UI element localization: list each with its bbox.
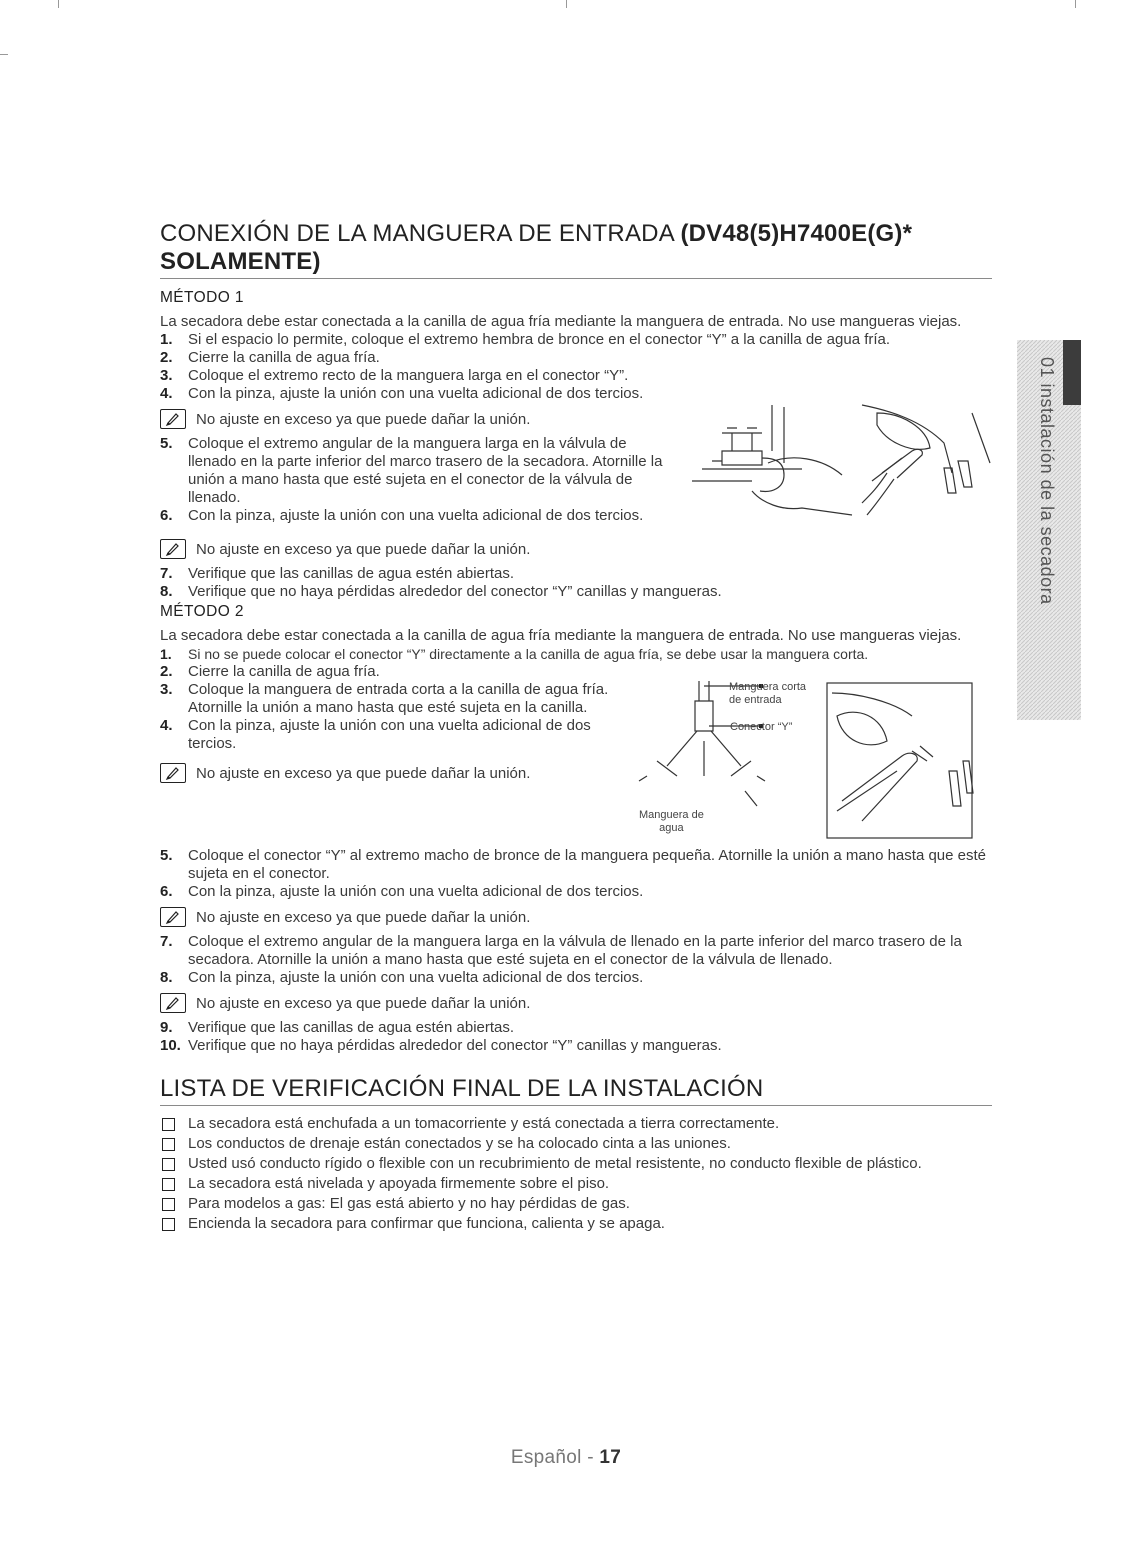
checklist-item: Encienda la secadora para confirmar que funciona, calienta y se apaga.: [160, 1214, 992, 1234]
list-item: 8. Verifique que no haya pérdidas alrededor del conector “Y” canillas y mangueras.: [160, 583, 722, 600]
list-item: 6. Con la pinza, ajuste la unión con una vuelta adicional de dos tercios.: [160, 883, 644, 900]
label-water-hose: Manguera de agua: [639, 809, 704, 834]
checkbox-icon: [162, 1118, 175, 1131]
list-item: 1. Si no se puede colocar el conector “Y” directamente a la canilla de agua fría, se debe usar la manguera corta.: [160, 646, 869, 662]
checklist-item: La secadora está enchufada a un tomacorriente y está conectada a tierra correctamente.: [160, 1114, 992, 1134]
method1-split: [160, 403, 992, 533]
figure-method1: [672, 403, 992, 533]
checklist-rule: [160, 1105, 992, 1106]
figure-method2: [637, 681, 992, 841]
checkbox-icon: [162, 1158, 175, 1171]
method1-steps-a: [160, 331, 992, 403]
chapter-side-tab: [1017, 340, 1081, 720]
page-content: [160, 220, 992, 1234]
list-item: 9. Verifique que las canillas de agua estén abiertas.: [160, 1019, 515, 1036]
section-title-checklist: LISTA DE VERIFICACIÓN FINAL DE LA INSTALACIÓN: [160, 1075, 764, 1102]
note-pencil-icon: [160, 539, 186, 559]
title-rule: [160, 278, 992, 279]
checklist-item: Para modelos a gas: El gas está abierto y no hay pérdidas de gas.: [160, 1194, 992, 1214]
note-pencil-icon: [160, 763, 186, 783]
list-item: 8. Con la pinza, ajuste la unión con una vuelta adicional de dos tercios.: [160, 969, 644, 986]
list-item: 2. Cierre la canilla de agua fría.: [160, 349, 380, 366]
label-y-connector: Conector “Y”: [730, 721, 793, 733]
method2-steps-d: [160, 933, 992, 987]
checklist-item: La secadora está nivelada y apoyada firmemente sobre el piso.: [160, 1174, 992, 1194]
note: No ajuste en exceso ya que puede dañar la unión.: [160, 907, 992, 927]
note: No ajuste en exceso ya que puede dañar la unión.: [160, 409, 666, 429]
title-line2: SOLAMENTE): [160, 248, 321, 275]
page-footer: [0, 1447, 1132, 1469]
list-item: 4. Con la pinza, ajuste la unión con una vuelta adicional de dos tercios.: [160, 717, 591, 752]
method1-intro: La secadora debe estar conectada a la canilla de agua fría mediante la manguera de entrada. No use mangueras viejas.: [160, 313, 962, 330]
method2-intro: La secadora debe estar conectada a la canilla de agua fría mediante la manguera de entrada. No use mangueras viejas.: [160, 627, 962, 644]
list-item: 7. Coloque el extremo angular de la manguera larga en la válvula de llenado en la parte inferior del marco trasero de la secadora. Atornille la unión a mano hasta que esté sujeta en el conector de la válvula de llenado.: [160, 933, 962, 968]
note: No ajuste en exceso ya que puede dañar la unión.: [160, 993, 992, 1013]
method1-heading: MÉTODO 1: [160, 289, 244, 306]
list-item: 10. Verifique que no haya pérdidas alrededor del conector “Y” canillas y mangueras.: [160, 1037, 722, 1054]
checkbox-icon: [162, 1178, 175, 1191]
list-item: 5. Coloque el conector “Y” al extremo macho de bronce de la manguera pequeña. Atornille la unión a mano hasta que esté sujeta en el conector.: [160, 847, 987, 882]
method2-heading: MÉTODO 2: [160, 603, 244, 620]
crop-mark-side: [0, 54, 8, 55]
list-item: 2. Cierre la canilla de agua fría.: [160, 663, 380, 680]
note: No ajuste en exceso ya que puede dañar la unión.: [160, 763, 631, 783]
method2-steps-b: [160, 681, 631, 753]
section-title-connection: [160, 220, 992, 276]
note-pencil-icon: [160, 907, 186, 927]
method1-steps-b: [160, 435, 666, 525]
checkbox-icon: [162, 1138, 175, 1151]
side-tab-label: 01 instalación de la secadora: [1037, 357, 1057, 605]
note-pencil-icon: [160, 409, 186, 429]
list-item: 3. Coloque el extremo recto de la manguera larga en el conector “Y”.: [160, 367, 629, 384]
checkbox-icon: [162, 1198, 175, 1211]
method1-steps-c: [160, 565, 992, 601]
crop-mark-center: [566, 0, 567, 8]
list-item: 7. Verifique que las canillas de agua estén abiertas.: [160, 565, 515, 582]
method2-steps-a: [160, 645, 992, 681]
list-item: 5. Coloque el extremo angular de la manguera larga en la válvula de llenado en la parte inferior del marco trasero de la secadora. Atornille la unión a mano hasta que esté sujeta en el conector de la válvula de llenado.: [160, 435, 663, 506]
label-short-hose: Manguera corta de entrada: [729, 681, 807, 706]
title-bold: (DV48(5)H7400E(G)*: [680, 220, 913, 247]
method2-steps-e: [160, 1019, 992, 1055]
list-item: 1. Si el espacio lo permite, coloque el extremo hembra de bronce en el conector “Y” a la canilla de agua fría.: [160, 331, 891, 348]
method2-steps-c: [160, 847, 992, 901]
title-plain: CONEXIÓN DE LA MANGUERA DE ENTRADA: [160, 220, 681, 247]
footer-language: Español -: [510, 1447, 600, 1468]
checklist: [160, 1114, 992, 1234]
list-item: 3. Coloque la manguera de entrada corta a la canilla de agua fría. Atornille la unión a mano hasta que esté sujeta en la canilla.: [160, 681, 609, 716]
checkbox-icon: [162, 1218, 175, 1231]
list-item: 4. Con la pinza, ajuste la unión con una vuelta adicional de dos tercios.: [160, 385, 644, 402]
note-pencil-icon: [160, 993, 186, 1013]
checklist-item: Usted usó conducto rígido o flexible con un recubrimiento de metal resistente, no conducto flexible de plástico.: [160, 1154, 992, 1174]
method2-split: [160, 681, 992, 841]
crop-mark-right: [1075, 0, 1076, 8]
note: No ajuste en exceso ya que puede dañar la unión.: [160, 539, 992, 559]
checklist-item: Los conductos de drenaje están conectados y se ha colocado cinta a las uniones.: [160, 1134, 992, 1154]
page-number: 17: [599, 1447, 622, 1468]
faucet-y-connector-illustration: [672, 403, 992, 533]
crop-mark-left: [58, 0, 59, 8]
list-item: 6. Con la pinza, ajuste la unión con una vuelta adicional de dos tercios.: [160, 507, 644, 524]
